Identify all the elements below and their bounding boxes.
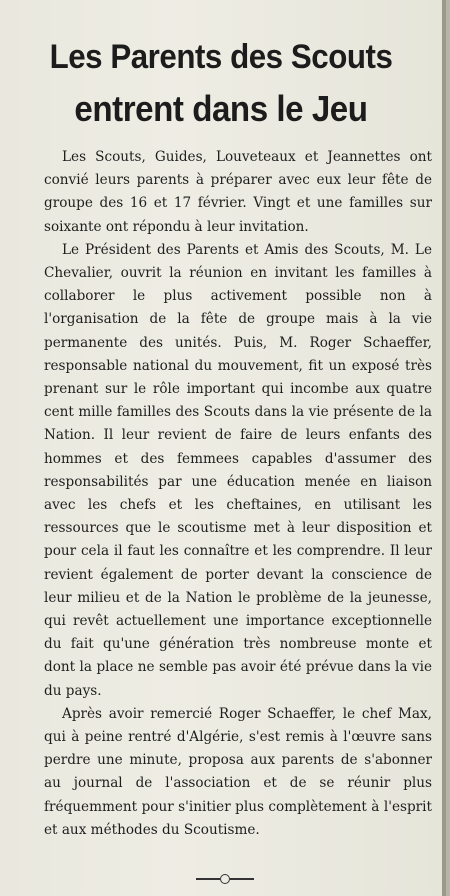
ornament-ring-icon (220, 874, 230, 884)
paragraph-2: Le Président des Parents et Amis des Scouts, M. Le Chevalier, ouvrit la réunion en invitant les familles à collaborer le plus activement possible non à l'organisation de la fête de groupe mais à la vie permanente des unités. Puis, M. Roger Schaeffer, responsable national du mouvement, fit un exposé très prenant sur le rôle important qui incombe aux quatre cent mille familles des Scouts dans la vie présente de la Nation. Il leur revient de faire de leurs enfants des hommes et des femmees capables d'assumer des responsabilités par une éducation menée en liaison avec les chefs et les cheftaines, en utilisant les ressources que le scoutisme met à leur disposition et pour cela il faut les connaître et les comprendre. Il leur revient également de porter devant la conscience de leur milieu et de la Nation le problème de la jeunesse, qui revêt actuellement une importance exceptionnelle du fait qu'une génération très nombreuse monte et dont la place ne semble pas avoir été prévue dans la vie du pays. (44, 241, 432, 699)
ornament-line-right (230, 878, 254, 880)
paragraph-1: Les Scouts, Guides, Louveteaux et Jeannettes ont convié leurs parents à préparer avec eux leur fête de groupe des 16 et 17 février. Vingt et une familles sur soixante ont répondu à leur invitation. (44, 149, 432, 235)
headline-line-1: Les Parents des Scouts (49, 38, 393, 77)
ornament-line-left (196, 878, 220, 880)
article-headline (20, 35, 422, 133)
headline-line-2: entrent dans le Jeu (74, 88, 368, 130)
end-of-article-ornament (196, 874, 256, 884)
paragraph-3: Après avoir remercié Roger Schaeffer, le chef Max, qui à peine rentré d'Algérie, s'est remis à l'œuvre sans perdre une minute, proposa aux parents de s'abonner au journal de l'association et de se réunir plus fréquemment pour s'initier plus complètement à l'esprit et aux méthodes du Scoutisme. (44, 705, 432, 838)
article-body (44, 146, 432, 842)
